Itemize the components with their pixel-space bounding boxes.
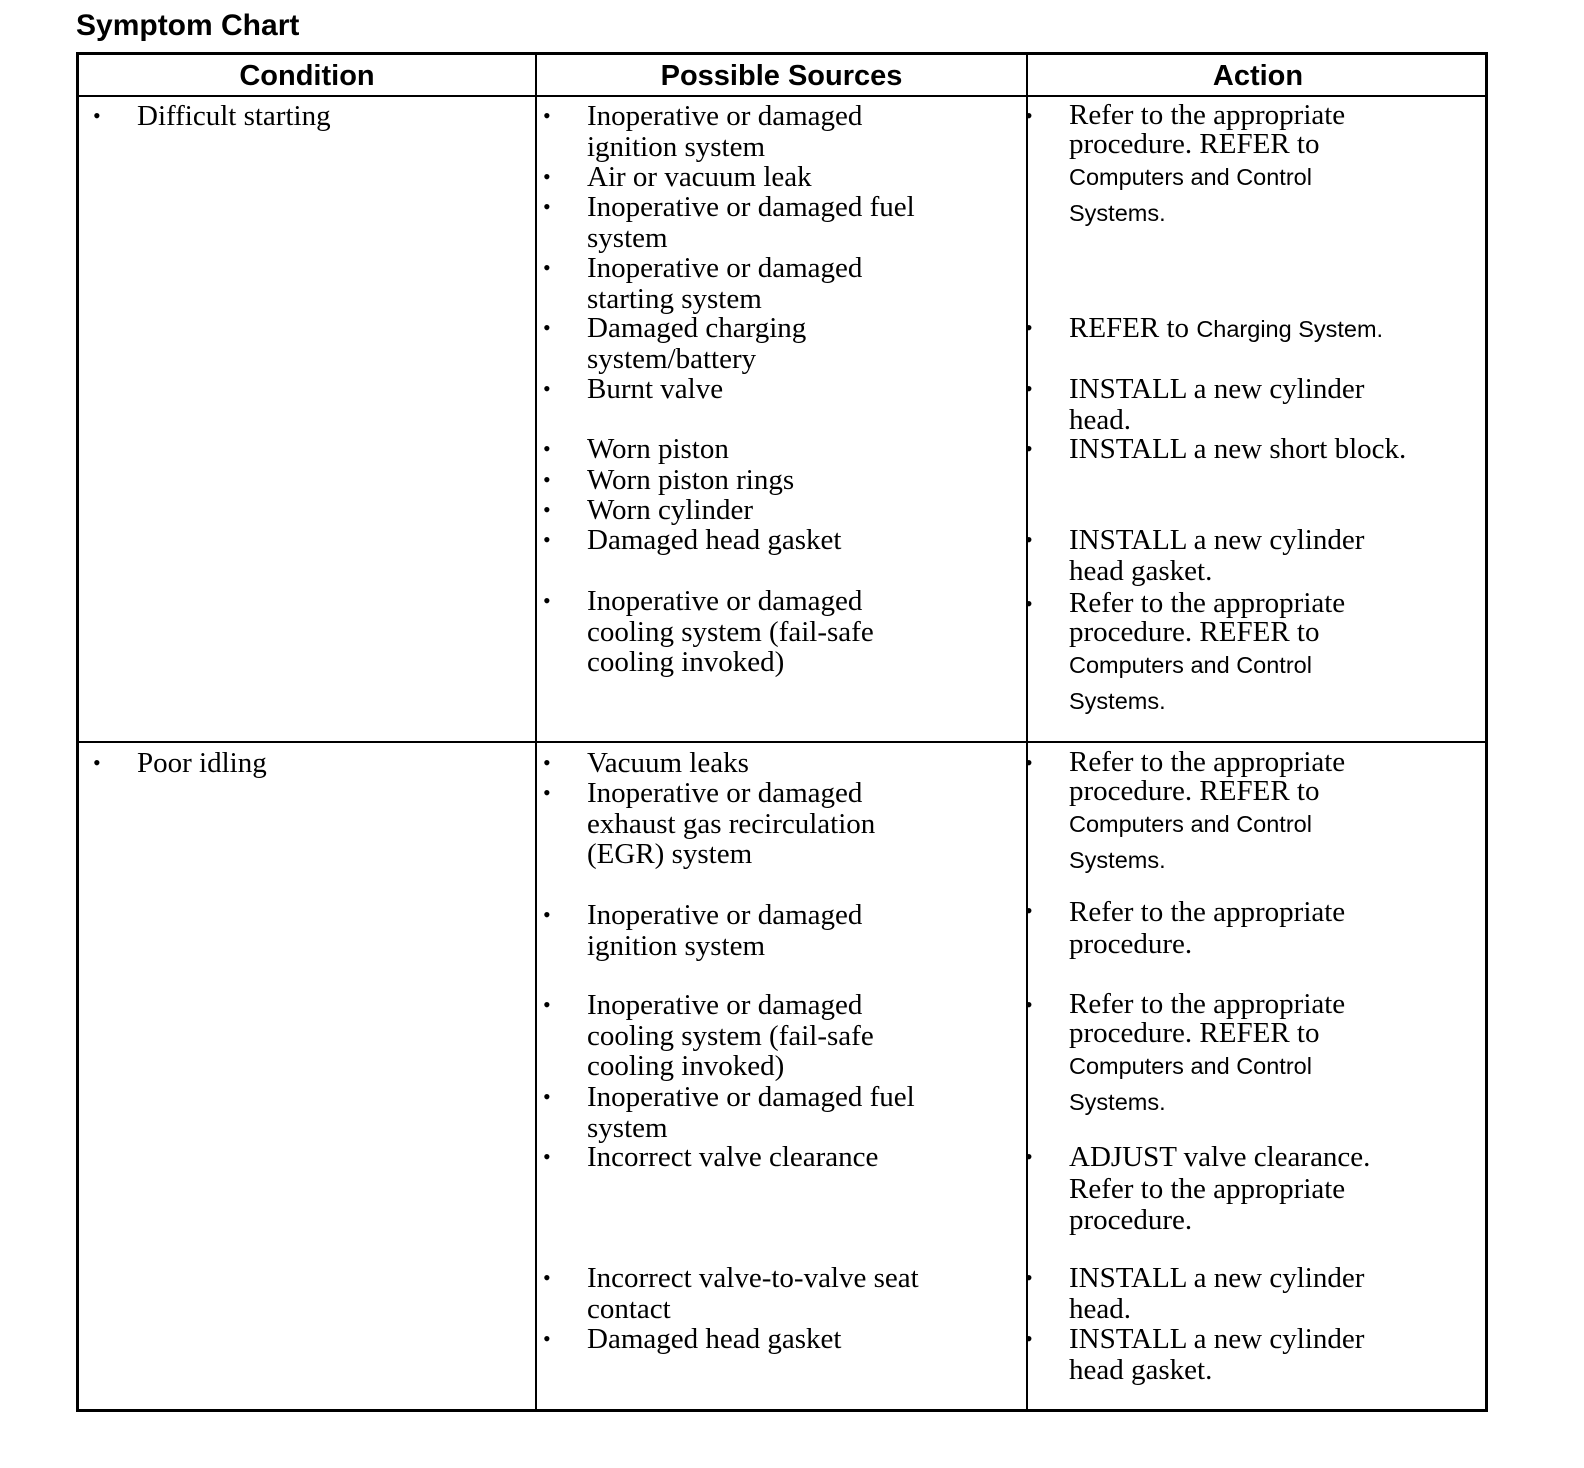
source-text: Inoperative or damaged fuel system	[587, 1081, 915, 1144]
source-text: Inoperative or damaged exhaust gas recirculation (EGR) system	[587, 777, 876, 870]
bullet: •	[1025, 750, 1033, 775]
source-text: Incorrect valve-to-valve seat contact	[587, 1262, 919, 1325]
action-text: ADJUST valve clearance. Refer to the appropriate procedure.	[1069, 1141, 1371, 1236]
source-text: Damaged head gasket	[587, 524, 842, 556]
source-text: Burnt valve	[587, 373, 724, 405]
source-text: Incorrect valve clearance	[587, 1141, 879, 1173]
bullet: •	[543, 194, 551, 219]
source-text: Inoperative or damaged cooling system (fail-safe cooling invoked)	[587, 585, 874, 678]
action-reference: Computers and Control Systems.	[1069, 1053, 1312, 1115]
bullet: •	[543, 780, 551, 805]
action-text: INSTALL a new cylinder head gasket.	[1069, 1323, 1365, 1386]
bullet: •	[93, 103, 101, 128]
bullet: •	[1025, 436, 1033, 461]
bullet: •	[543, 255, 551, 280]
action-text: INSTALL a new cylinder head.	[1069, 1262, 1365, 1325]
bullet: •	[1025, 103, 1033, 128]
bullet: •	[543, 902, 551, 927]
condition-text: Difficult starting	[137, 100, 331, 132]
bullet: •	[543, 588, 551, 613]
source-text: Air or vacuum leak	[587, 161, 812, 193]
bullet: •	[543, 315, 551, 340]
bullet: •	[543, 164, 551, 189]
bullet: •	[1025, 1265, 1033, 1290]
source-text: Worn piston rings	[587, 464, 795, 496]
bullet: •	[1025, 1326, 1033, 1351]
action-text: INSTALL a new short block.	[1069, 433, 1407, 465]
action-text: REFER to	[1069, 312, 1190, 344]
action-text: Refer to the appropriate procedure. REFER to	[1069, 988, 1346, 1049]
bullet: •	[93, 750, 101, 775]
column-divider	[1026, 55, 1028, 1409]
bullet: •	[543, 1144, 551, 1169]
header-action: Action	[1212, 60, 1304, 92]
action-text: INSTALL a new cylinder head gasket.	[1069, 524, 1365, 587]
bullet: •	[543, 376, 551, 401]
bullet: •	[543, 1265, 551, 1290]
action-reference: Computers and Control Systems.	[1069, 811, 1312, 873]
bullet: •	[1025, 992, 1033, 1017]
source-text: Inoperative or damaged starting system	[587, 252, 863, 315]
row-divider	[79, 741, 1485, 743]
bullet: •	[543, 750, 551, 775]
bullet: •	[543, 436, 551, 461]
bullet: •	[1025, 315, 1033, 340]
bullet: •	[543, 1326, 551, 1351]
source-text: Damaged charging system/battery	[587, 312, 807, 375]
action-reference: Computers and Control Systems.	[1069, 164, 1312, 226]
bullet: •	[543, 103, 551, 128]
source-text: Damaged head gasket	[587, 1323, 842, 1355]
condition-text: Poor idling	[137, 747, 267, 779]
bullet: •	[1025, 376, 1033, 401]
bullet: •	[1025, 898, 1033, 923]
source-text: Vacuum leaks	[587, 747, 749, 779]
bullet: •	[1025, 527, 1033, 552]
bullet: •	[1025, 1144, 1033, 1169]
source-text: Inoperative or damaged cooling system (fail-safe cooling invoked)	[587, 989, 874, 1082]
source-text: Inoperative or damaged ignition system	[587, 100, 863, 163]
bullet: •	[543, 527, 551, 552]
bullet: •	[543, 497, 551, 522]
source-text: Worn cylinder	[587, 494, 753, 526]
bullet: •	[543, 992, 551, 1017]
symptom-chart-table	[76, 52, 1488, 1412]
source-text: Inoperative or damaged ignition system	[587, 899, 863, 962]
action-text: Refer to the appropriate procedure. REFER to	[1069, 99, 1346, 160]
action-text: INSTALL a new cylinder head.	[1069, 373, 1365, 436]
header-condition: Condition	[239, 60, 375, 92]
action-text: Refer to the appropriate procedure. REFER to	[1069, 587, 1346, 648]
action-text: Refer to the appropriate procedure.	[1069, 896, 1346, 960]
action-reference: Charging System.	[1196, 316, 1384, 342]
bullet: •	[543, 467, 551, 492]
source-text: Worn piston	[587, 433, 729, 465]
bullet: •	[543, 1084, 551, 1109]
page-title: Symptom Chart	[76, 9, 300, 42]
header-possible-sources: Possible Sources	[660, 60, 903, 92]
action-reference: Computers and Control Systems.	[1069, 652, 1312, 714]
column-divider	[535, 55, 537, 1409]
action-text: Refer to the appropriate procedure. REFER to	[1069, 746, 1346, 807]
source-text: Inoperative or damaged fuel system	[587, 191, 915, 254]
bullet: •	[1025, 591, 1033, 616]
